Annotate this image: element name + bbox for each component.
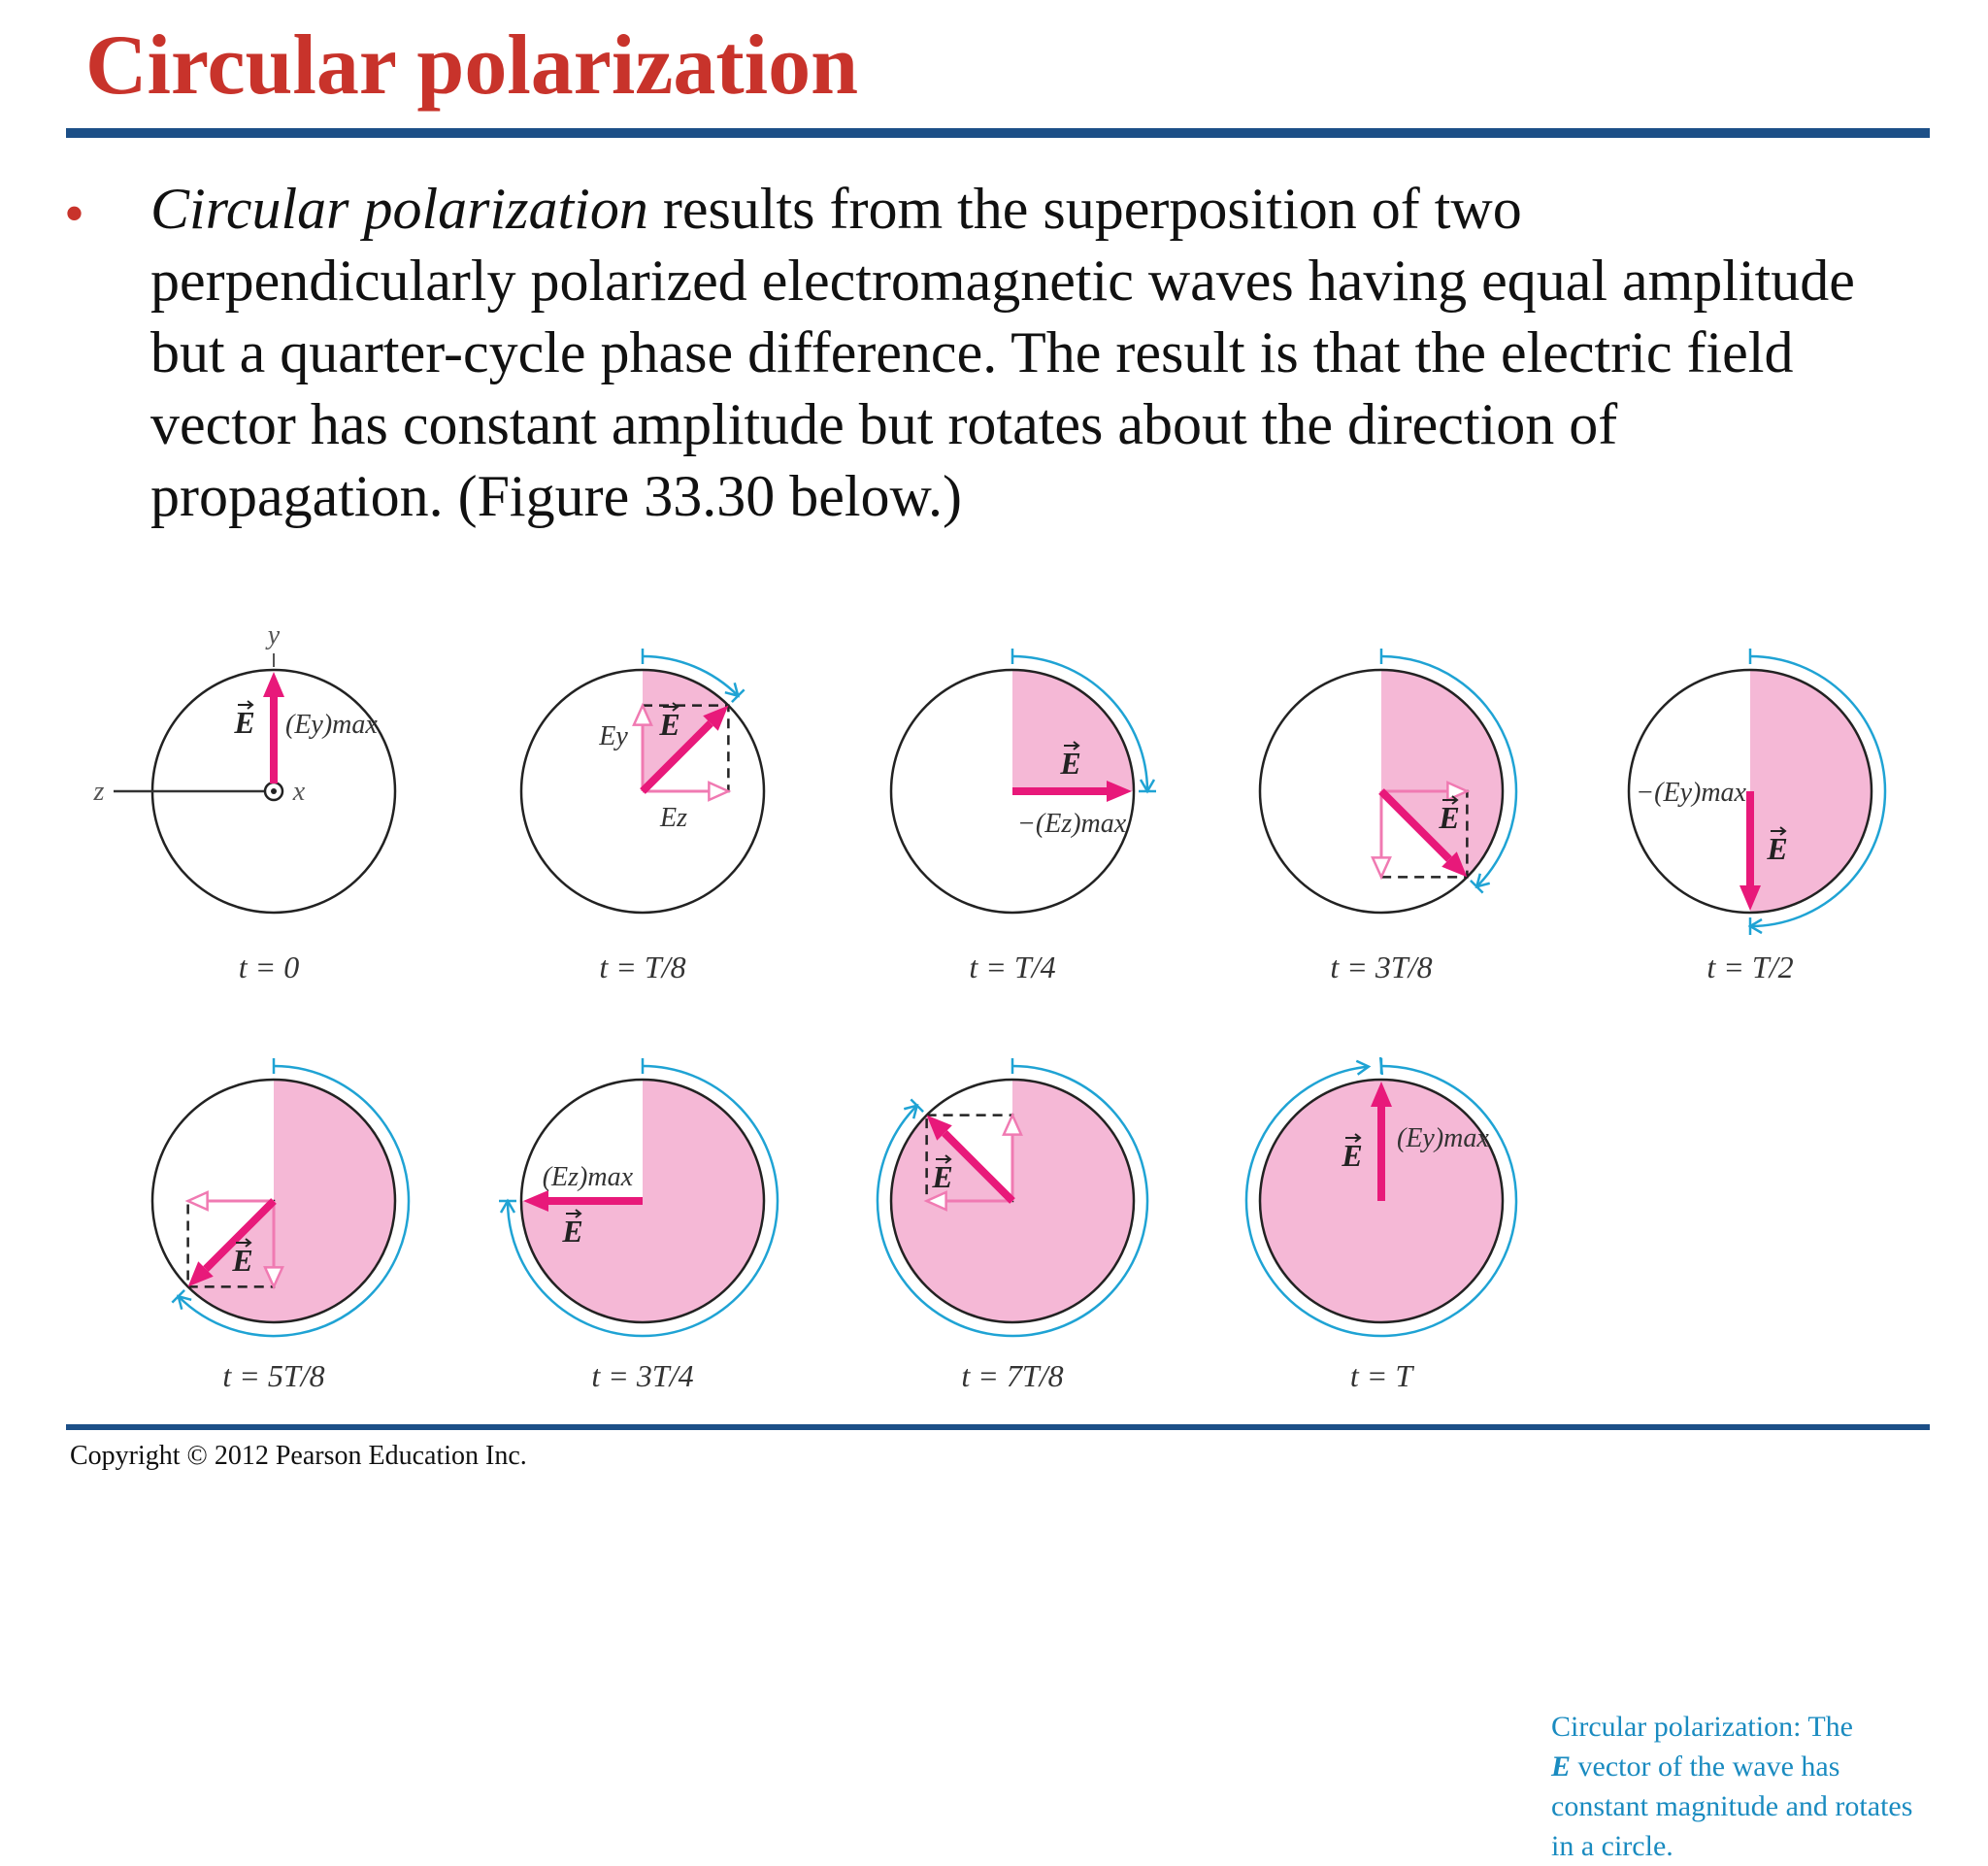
panel-6 xyxy=(152,1058,409,1393)
figure-caption xyxy=(1551,1707,1920,1866)
bullet-text xyxy=(150,173,1898,532)
panel-2 xyxy=(521,649,764,984)
time-label: t = 3T/4 xyxy=(591,1358,694,1393)
caption-line1: Circular polarization: The xyxy=(1551,1711,1854,1743)
e-vector-label xyxy=(233,701,254,740)
time-label: t = 7T/8 xyxy=(961,1358,1064,1393)
time-label: t = 0 xyxy=(238,950,300,984)
panel-9 xyxy=(1246,1057,1516,1393)
slide-title: Circular polarization xyxy=(85,18,859,113)
ez-component-arrow xyxy=(643,783,728,800)
panel-5 xyxy=(1629,649,1885,984)
e-vector-label xyxy=(1766,827,1787,866)
e-field-arrow xyxy=(263,672,284,783)
ez-component-arrow xyxy=(188,1192,274,1210)
time-label: t = 3T/8 xyxy=(1330,950,1433,984)
x-axis-label: x xyxy=(292,777,306,807)
ey-max-neg-label: −(Ey)max xyxy=(1636,778,1746,808)
svg-text:E: E xyxy=(562,1214,583,1249)
ey-max-label: (Ey)max xyxy=(1397,1123,1489,1153)
time-label: t = 5T/8 xyxy=(222,1358,325,1393)
svg-text:E: E xyxy=(659,707,680,742)
ez-max-label: (Ez)max xyxy=(542,1162,633,1192)
svg-text:E: E xyxy=(234,705,255,740)
e-vector-label xyxy=(561,1210,582,1249)
svg-text:E: E xyxy=(1767,831,1788,866)
panel-3 xyxy=(891,649,1156,984)
time-label: t = T xyxy=(1349,1358,1413,1393)
svg-text:E: E xyxy=(1060,746,1081,781)
e-vector-label xyxy=(231,1239,252,1278)
svg-text:E: E xyxy=(232,1243,253,1278)
swept-sector xyxy=(1750,670,1872,913)
ez-max-label: −(Ez)max xyxy=(1017,809,1127,839)
e-vector-label xyxy=(1438,796,1459,835)
time-label: t = T/4 xyxy=(969,950,1056,984)
ez-label: Ez xyxy=(660,803,687,833)
copyright: Copyright © 2012 Pearson Education Inc. xyxy=(70,1441,527,1471)
time-label: t = T/2 xyxy=(1706,950,1794,984)
e-vector-label xyxy=(931,1155,952,1194)
ey-component-arrow xyxy=(1373,791,1390,877)
footer-divider xyxy=(66,1424,1930,1430)
bullet-body: results from the superposition of two perpendicularly polarized electromagnetic waves having equal amplitude but a quarter-cycle phase difference. The result is that the electric field vector has constant amplitude but rotates about the direction of propagation. (Figure 33.30 below.) xyxy=(150,177,1855,528)
swept-sector xyxy=(1381,670,1503,877)
svg-text:E: E xyxy=(1342,1138,1363,1173)
y-axis-label: y xyxy=(267,620,281,650)
e-vector-label xyxy=(658,703,679,742)
panel-1 xyxy=(93,620,395,984)
caption-e-vector: E xyxy=(1551,1750,1572,1783)
svg-text:E: E xyxy=(932,1159,953,1194)
panel-4 xyxy=(1260,649,1516,984)
title-divider xyxy=(66,128,1930,138)
ey-label: Ey xyxy=(599,721,628,751)
z-axis-label: z xyxy=(93,777,105,807)
figure-drawing xyxy=(0,583,1988,1417)
panel-8 xyxy=(878,1058,1147,1393)
svg-text:E: E xyxy=(1439,800,1460,835)
ey-max-label: (Ey)max xyxy=(285,710,378,740)
e-vector-label xyxy=(1059,742,1080,781)
e-vector-label xyxy=(1341,1134,1362,1173)
bullet-lead: Circular polarization xyxy=(150,177,648,241)
caption-rest: vector of the wave has constant magnitude and rotates in a circle. xyxy=(1551,1750,1913,1862)
panel-7 xyxy=(499,1058,778,1393)
bullet-icon: • xyxy=(64,182,85,246)
time-label: t = T/8 xyxy=(599,950,686,984)
